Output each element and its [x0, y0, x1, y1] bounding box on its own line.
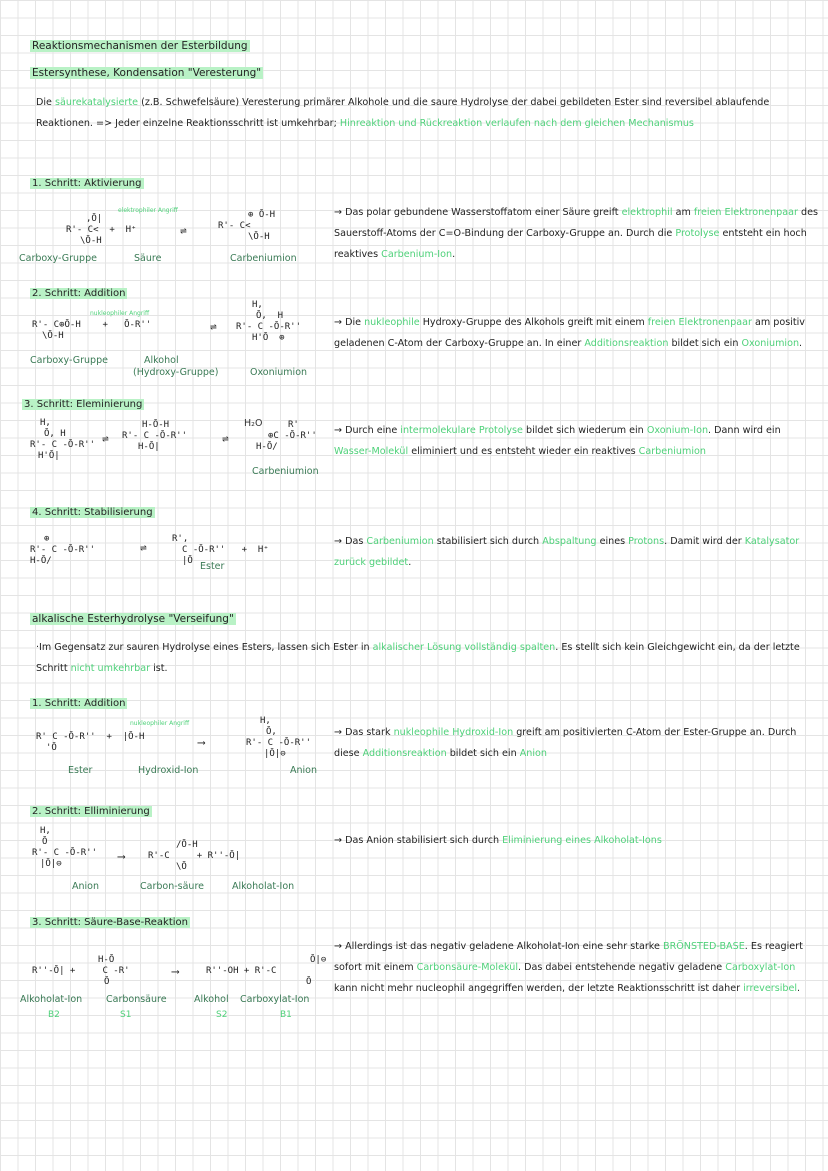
- highlighted-term: Eliminierung eines: [502, 835, 591, 846]
- highlighted-term: Carbeniumion: [366, 536, 434, 547]
- step-heading-elliminierung: 2. Schritt: Elliminierung: [32, 806, 150, 817]
- text-segment: am positiv geladenen C-Atom der Carboxy-Gruppe an. In einer: [334, 317, 805, 349]
- label-anion: Anion: [290, 765, 317, 776]
- explanation-saeure-base: [334, 936, 820, 999]
- text-segment: → Allerdings ist das negativ geladene Alkoholat-Ion eine sehr starke: [334, 941, 663, 952]
- label-saeure: Säure: [134, 253, 162, 264]
- highlighted-term: Anion: [519, 748, 547, 759]
- highlighted-term: freien Elektronenpaar: [693, 207, 798, 218]
- highlighted-term: elektrophil: [621, 207, 673, 218]
- text-segment: Hydroxy-Gruppe des Alkohols greift mit einem: [419, 317, 648, 328]
- step-heading-eleminierung: 3. Schritt: Eleminierung: [24, 399, 143, 410]
- highlighted-term: nukleophile Hydroxid-Ion: [393, 727, 514, 738]
- label-hydroxy-gruppe: (Hydroxy-Gruppe): [133, 367, 219, 378]
- text-segment: am: [672, 207, 694, 218]
- highlighted-term: Carboxylat-Ion: [725, 962, 796, 973]
- label-carboxy-gruppe-2: Carboxy-Gruppe: [30, 355, 108, 366]
- highlighted-term: BRÖNSTED-BASE: [662, 941, 745, 952]
- highlighted-term: Additionsreaktion: [584, 338, 669, 349]
- highlighted-term: Carbeniumion: [638, 446, 706, 457]
- highlighted-term: intermolekulare Protolyse: [400, 425, 523, 436]
- label-anion-2: Anion: [72, 881, 99, 892]
- text-segment: ·Im Gegensatz zur sauren Hydrolyse eines Esters, lassen sich Ester in: [36, 642, 373, 653]
- section-heading-veresterung: Estersynthese, Kondensation "Veresterung": [32, 67, 262, 79]
- highlighted-term: Oxoniumion: [741, 338, 800, 349]
- text-segment: . Dann wird ein: [708, 425, 781, 436]
- label-alkohol-2: Alkohol: [194, 994, 229, 1005]
- step-heading-addition: 2. Schritt: Addition: [32, 288, 126, 299]
- text-segment: bildet sich ein: [668, 338, 742, 349]
- label-alkoholat-ion-2: Alkoholat-Ion: [20, 994, 83, 1005]
- highlighted-term: Carbonsäure-Molekül: [416, 962, 518, 973]
- label-carboxylat-ion: Carboxylat-Ion: [240, 994, 310, 1005]
- text-segment: bildet sich wiederum ein: [522, 425, 647, 436]
- text-segment: . Es stellt sich kein Gleichgewicht ein, da der letzte Schritt: [36, 642, 800, 674]
- text-segment: .: [799, 338, 803, 349]
- explanation-aktivierung: [334, 202, 820, 265]
- text-segment: eines: [596, 536, 629, 547]
- explanation-verseifung-eliminierung: [334, 830, 820, 851]
- label-carbon-saeure: Carbon-säure: [140, 881, 204, 892]
- text-segment: greift am positivierten C-Atom der Ester-Gruppe an. Durch diese: [334, 727, 797, 759]
- sublabel-b2: B2: [48, 1010, 60, 1020]
- label-oxoniumion: Oxoniumion: [250, 367, 308, 378]
- step-heading-saeure-base: 3. Schritt: Säure-Base-Reaktion: [32, 917, 188, 928]
- section-heading-verseifung: alkalische Esterhydrolyse "Verseifung": [32, 613, 234, 625]
- highlighted-term: Alkoholat-Ions: [594, 835, 662, 846]
- intro-paragraph-verseifung: [36, 637, 806, 679]
- label-alkoholat-ion: Alkoholat-Ion: [232, 881, 295, 892]
- label-h2o: H₂O: [244, 418, 263, 429]
- highlighted-term: nicht umkehrbar: [70, 663, 151, 674]
- text-segment: . Damit wird der: [664, 536, 745, 547]
- highlighted-term: Carbenium-Ion: [381, 249, 453, 260]
- explanation-addition: [334, 312, 820, 354]
- label-carbonsaeure: Carbonsäure: [106, 994, 167, 1005]
- highlighted-term: Abspaltung: [542, 536, 597, 547]
- label-ester-2: Ester: [68, 765, 93, 776]
- explanation-stabilisierung: [334, 531, 820, 573]
- page-title: Reaktionsmechanismen der Esterbildung: [32, 40, 248, 52]
- step-heading-stabilisierung: 4. Schritt: Stabilisierung: [32, 507, 153, 518]
- annotation-nukleophiler-angriff: nukleophiler Angriff: [90, 310, 150, 317]
- highlighted-term: Protolyse: [675, 228, 720, 239]
- explanation-verseifung-addition: [334, 722, 820, 764]
- text-segment: → Das stark: [334, 727, 394, 738]
- text-segment: stabilisiert sich durch: [433, 536, 543, 547]
- text-segment: ist.: [150, 663, 168, 674]
- highlighted-term: Katalysator zurück gebildet: [334, 536, 800, 568]
- text-segment: → Durch eine: [334, 425, 401, 436]
- label-carboxy-gruppe: Carboxy-Gruppe: [19, 253, 97, 264]
- text-segment: → Das polar gebundene Wasserstoffatom einer Säure greift: [334, 207, 622, 218]
- highlighted-term: Additionsreaktion: [362, 748, 447, 759]
- text-segment: . Das dabei entstehende negativ geladene: [517, 962, 726, 973]
- highlighted-term: Oxonium-Ion: [646, 425, 709, 436]
- text-segment: . Es reagiert sofort mit einem: [334, 941, 803, 973]
- highlighted-term: alkalischer Lösung vollständig spalten: [372, 642, 556, 653]
- step-heading-addition-2: 1. Schritt: Addition: [32, 698, 126, 709]
- text-segment: → Das: [334, 536, 367, 547]
- sublabel-b1: B1: [280, 1010, 292, 1020]
- text-segment: entsteht ein hoch reaktives: [334, 228, 807, 260]
- highlighted-term: freien Elektronenpaar: [647, 317, 752, 328]
- highlighted-term: nukleophile: [364, 317, 420, 328]
- label-ester: Ester: [200, 561, 225, 572]
- label-carbeniumion: Carbeniumion: [230, 253, 297, 264]
- explanation-eleminierung: [334, 420, 820, 462]
- text-segment: bildet sich ein: [446, 748, 520, 759]
- label-carbeniumion-2: Carbeniumion: [252, 466, 319, 477]
- step-heading-aktivierung: 1. Schritt: Aktivierung: [32, 178, 142, 189]
- text-segment: → Die: [334, 317, 365, 328]
- annotation-nukleophiler-angriff-2: nukleophiler Angriff: [130, 720, 190, 727]
- annotation-elektrophiler-angriff: elektrophiler Angriff: [118, 207, 178, 214]
- label-hydroxid-ion: Hydroxid-Ion: [138, 765, 199, 776]
- highlighted-term: Wasser-Molekül: [334, 446, 409, 457]
- text-segment: → Das Anion stabilisiert sich durch: [334, 835, 503, 846]
- text-segment: .: [797, 983, 801, 994]
- intro-paragraph-veresterung: Die säurekatalysierte (z.B. Schwefelsäure) Veresterung primärer Alkohole und die saure Hydrolyse der dabei gebildeten Ester sind reversibel ablaufende Reaktionen. => Jeder einzelne Reaktionsschritt ist umkehrbar; Hinreaktion und Rückreaktion verlaufen nach dem gleichen Mechanismus: [36, 97, 770, 129]
- text-segment: .: [452, 249, 456, 260]
- label-alkohol: Alkohol: [144, 355, 179, 366]
- text-segment: .: [408, 557, 412, 568]
- text-segment: des Sauerstoff-Atoms der C=O-Bindung der Carboxy-Gruppe an. Durch die: [334, 207, 819, 239]
- text-segment: eliminiert und es entsteht wieder ein reaktives: [408, 446, 639, 457]
- text-segment: kann nicht mehr nucleophil angegriffen werden, der letzte Reaktionsschritt ist daher: [334, 983, 744, 994]
- highlighted-term: irreversibel: [743, 983, 798, 994]
- highlighted-term: Protons: [628, 536, 665, 547]
- sublabel-s1: S1: [120, 1010, 132, 1020]
- sublabel-s2: S2: [216, 1010, 228, 1020]
